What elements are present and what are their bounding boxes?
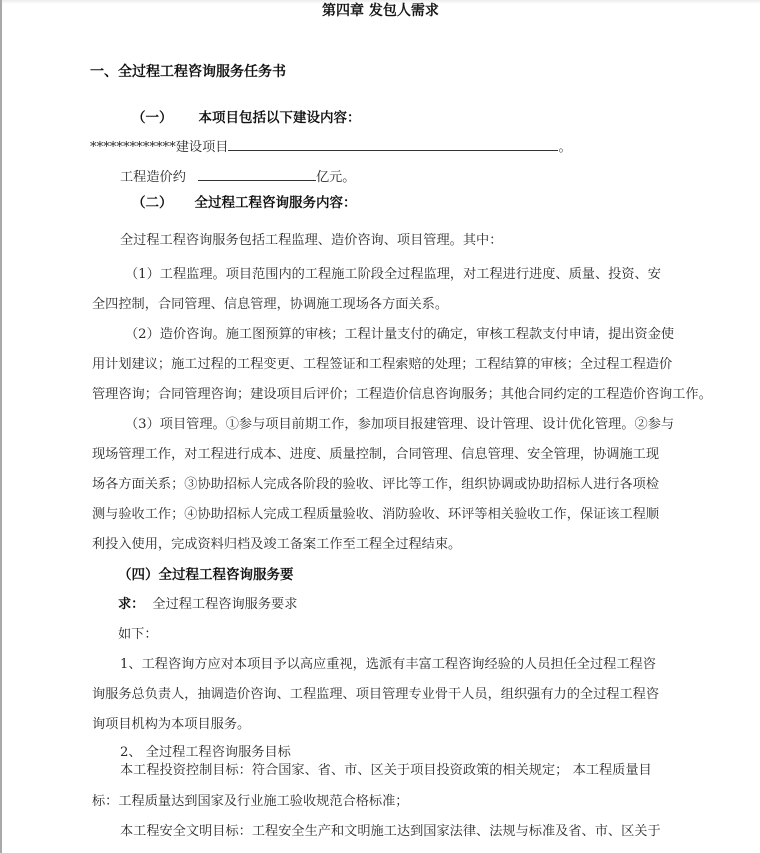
item-3-line: （3）项目管理。①参与项目前期工作，参加项目报建管理、设计管理、设计优化管理。②参与	[125, 417, 675, 432]
requirement-2-line: 标：工程质量达到国家及行业施工验收规范合格标准；	[92, 794, 409, 809]
cost-prefix: 工程造价约	[120, 170, 186, 185]
project-suffix: 。	[558, 140, 572, 155]
as-follows: 如下：	[118, 627, 158, 642]
subsection-heading-2	[132, 194, 357, 212]
item-3-line: 场各方面关系；③协助招标人完成各阶段的验收、评比等工作，组织协调或协助招标人进行各项检	[92, 477, 660, 492]
section-heading: 一、全过程工程咨询服务任务书	[90, 64, 286, 80]
requirement-2-line: 本工程安全文明目标：工程安全生产和文明施工达到国家法律、法规与标准及省、市、区关于	[120, 824, 661, 839]
project-prefix: *************建设项目	[90, 140, 229, 155]
item-3-line: 现场管理工作，对工程进行成本、进度、质量控制，合同管理、信息管理、安全管理，协调施工现	[92, 447, 660, 462]
subsection-heading-4: （四）全过程工程咨询服务要	[118, 567, 294, 583]
requirement-1-line: 1、工程咨询方应对本项目予以高应重视，选派有丰富工程咨询经验的人员担任全过程工程咨	[120, 657, 656, 672]
requirement-1-line: 询项目机构为本项目服务。	[92, 717, 251, 732]
requirement-2-line: 本工程投资控制目标：符合国家、省、市、区关于项目投资政策的相关规定； 本工程质量目	[120, 763, 652, 778]
requirement-1-line: 询服务总负责人，抽调造价咨询、工程监理、项目管理专业骨干人员，组织强有力的全过程工程咨	[92, 687, 660, 702]
subsection-number: （二）	[132, 195, 173, 211]
item-2-line: 管理咨询；合同管理咨询；建设项目后评价；工程造价信息咨询服务；其他合同约定的工程造价咨询工作。	[92, 387, 712, 402]
subsection-heading-4-end: 求：	[118, 597, 145, 612]
cost-suffix: 亿元。	[315, 170, 356, 185]
subsection-heading-1	[132, 109, 361, 127]
subsection-number: （一）	[132, 110, 173, 126]
requirement-2-heading: 2、 全过程工程咨询服务目标	[120, 745, 291, 760]
requirement-title: 全过程工程咨询服务要求	[152, 597, 298, 612]
project-name-blank[interactable]	[228, 136, 558, 151]
chapter-title: 第四章 发包人需求	[322, 3, 439, 19]
intro-paragraph: 全过程工程咨询服务包括工程监理、造价咨询、项目管理。其中：	[120, 233, 503, 248]
item-2-line: （2）造价咨询。施工图预算的审核；工程计量支付的确定，审核工程款支付申请，提出资金使	[125, 327, 675, 342]
item-3-line: 利投入使用，完成资料归档及竣工备案工作至工程全过程结束。	[92, 537, 462, 552]
subsection-title: 全过程工程咨询服务内容：	[194, 195, 357, 211]
subsection-title: 本项目包括以下建设内容：	[198, 110, 361, 126]
project-line	[90, 136, 572, 157]
cost-line	[120, 166, 356, 187]
item-3-line: 测与验收工作；④协助招标人完成工程质量验收、消防验收、环评等相关验收工作，保证该工程顺	[92, 507, 660, 522]
subsection-heading-4-cont	[118, 596, 297, 614]
item-1-line: 全四控制，合同管理、信息管理，协调施工现场各方面关系。	[92, 297, 449, 312]
cost-blank[interactable]	[198, 166, 316, 181]
item-2-line: 用计划建议；施工过程的工程变更、工程签证和工程索赔的处理；工程结算的审核；全过程工程造价	[92, 357, 673, 372]
item-1-line: （1）工程监理。项目范围内的工程施工阶段全过程监理，对工程进行进度、质量、投资、安	[125, 267, 661, 282]
